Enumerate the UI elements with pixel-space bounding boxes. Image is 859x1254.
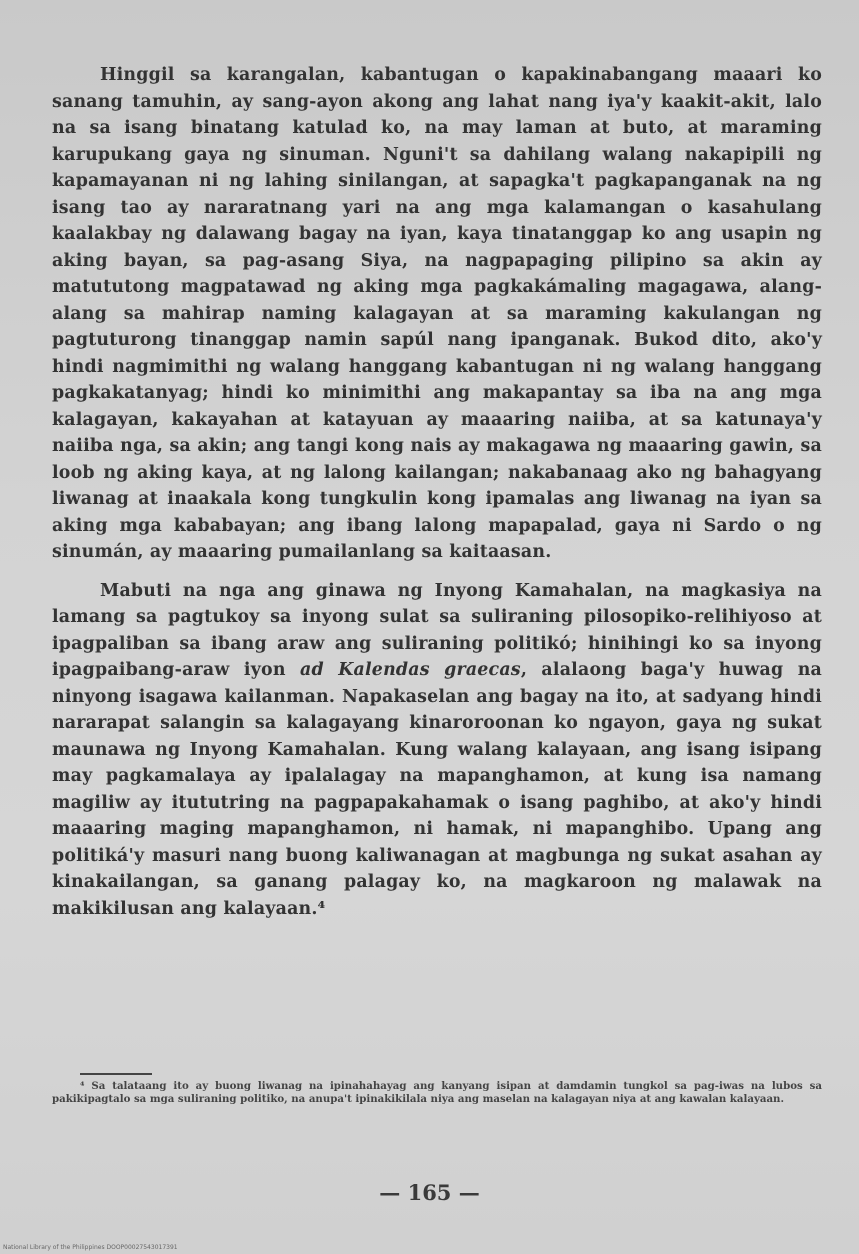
footnote: ⁴ Sa talataang ito ay buong liwanag na ipinahahayag ang kanyang isipan at damdamin tungkol sa pag-iwas na lubos sa pakikipagtalo sa mga suliraning politiko, na anupa't ipinakikilala niya ang maselan na kalagayan niya at ang kawalan kalayaan. (52, 1080, 822, 1105)
paragraph-2-part-1: Mabuti na nga ang ginawa ng Inyong Kamahalan, na magkasiya na lamang sa pagtukoy sa inyong sulat sa suliraning pilosopiko-relihiyoso at ipagpaliban sa ibang araw ang suliraning politikó; hinihingi ko sa inyong ipagpaibang-araw iyon (52, 580, 822, 680)
library-watermark: National Library of the Philippines DOOP00027543017391 (3, 1244, 178, 1251)
latin-phrase: ad Kalendas graecas (300, 660, 521, 680)
page-number: — 165 — (379, 1180, 480, 1205)
paragraph-1: Hinggil sa karangalan, kabantugan o kapakinabangang maaari ko sanang tamuhin, ay sang-ayon akong ang lahat nang iya'y kaakit-akit, lalo na sa isang binatang katulad ko, na may laman at buto, at maraming karupukang gaya ng sinuman. Nguni't sa dahilang walang nakapipili ng kapamayanan ni ng lahing sinilangan, at sapagka't pagkapanganak na ng isang tao ay nararatnang yari na ang mga kalamangan o kasahulang kaalakbay ng dalawang bagay na iyan, kaya tinatanggap ko ang usapin ng aking bayan, sa pag-asang Siya, na nagpapaging pilipino sa akin ay matututong magpatawad ng aking mga pagkakámaling magagawa, alang-alang sa mahirap naming kalagayan at sa maraming kakulangan ng pagtuturong tinanggap namin sapúl nang ipanganak. Bukod dito, ako'y hindi nagmimithi ng walang hanggang kabantugan ni ng walang hanggang pagkakatanyag; hindi ko minimithi ang makapantay sa iba na ang mga kalagayan, kakayahan at katayuan ay maaaring naiiba, at sa katunaya'y naiiba nga, sa akin; ang tangi kong nais ay makagawa ng maaaring gawin, sa loob ng aking kaya, at ng lalong kailangan; nakabanaag ako ng bahagyang liwanag at inaakala kong tungkulin kong ipamalas ang liwanag na iyan sa aking mga kababayan; ang ibang lalong mapapalad, gaya ni Sardo o ng sinumán, ay maaaring pumailanlang sa kaitaasan. (52, 65, 822, 562)
paragraph-2 (52, 578, 822, 923)
paragraph-2-part-2: , alalaong baga'y huwag na ninyong isagawa kailanman. Napakaselan ang bagay na ito, at sadyang hindi nararapat salangin sa kalagayang kinaroroonan ko ngayon, gaya ng sukat maunawa ng Inyong Kamahalan. Kung walang kalayaan, ang isang isipang may pagkamalaya ay ipalalagay na mapanghamon, at kung isa namang magiliw ay itututring na pagpapakahamak o isang paghibo, at ako'y hindi maaaring maging mapanghamon, ni hamak, ni mapanghibo. Upang ang politiká'y masuri nang buong kaliwanagan at magbunga ng sukat asahan ay kinakailangan, sa ganang palagay ko, na magkaroon ng malawak na makikilusan ang kalayaan.⁴ (52, 660, 823, 919)
body-text (52, 62, 822, 922)
footnote-divider (80, 1073, 152, 1075)
